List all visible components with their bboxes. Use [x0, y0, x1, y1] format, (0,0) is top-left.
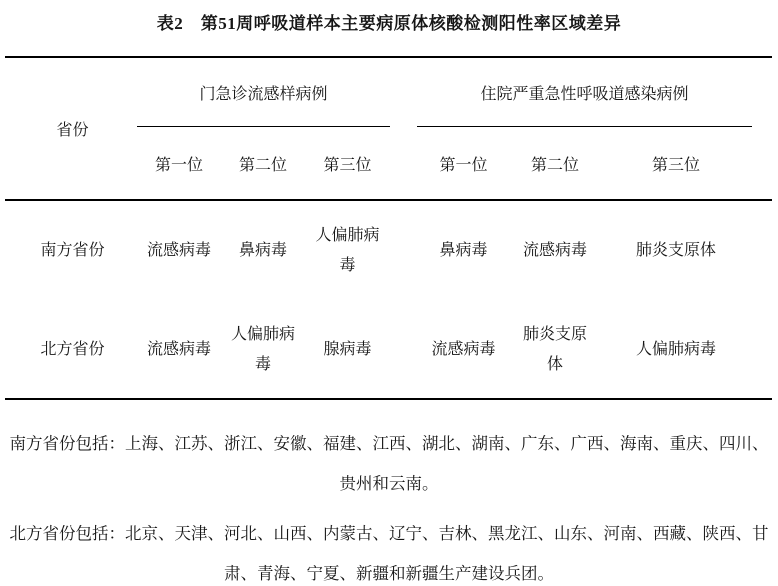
- column-group-inpatient: [417, 58, 752, 199]
- footnote-line: 贵州和云南。: [339, 474, 439, 493]
- table-cell: 人偏肺病毒: [230, 325, 295, 373]
- subheader-rank-1: 第一位: [154, 156, 203, 174]
- table-cell: 流感病毒: [146, 241, 211, 259]
- column-header-province: 省份: [56, 122, 89, 139]
- table-cell: 鼻病毒: [238, 241, 287, 259]
- table-cell: 人偏肺病毒: [315, 226, 380, 274]
- table-cell: 人偏肺病毒: [635, 340, 716, 358]
- table-cell: 腺病毒: [323, 340, 372, 358]
- subheader-rank-1: 第一位: [439, 156, 488, 174]
- footnote-northern-provinces: [6, 514, 772, 586]
- footnote-southern-provinces: [6, 424, 772, 504]
- table-title: 表2 第51周呼吸道样本主要病原体核酸检测阳性率区域差异: [156, 14, 622, 33]
- footnote-line: 北方省份包括：北京、天津、河北、山西、内蒙古、辽宁、吉林、黑龙江、山东、河南、西藏、陕西、甘: [9, 524, 769, 543]
- subheader-row-inpatient: [417, 127, 752, 199]
- footnote-line: 南方省份包括：上海、江苏、浙江、安徽、福建、江西、湖北、湖南、广东、广西、海南、重庆、四川、: [9, 434, 769, 453]
- subheader-row-outpatient: [137, 127, 390, 199]
- table-body: [0, 201, 778, 399]
- column-group-outpatient: [137, 58, 390, 199]
- subheader-rank-3: 第三位: [651, 156, 700, 174]
- table-cell: 肺炎支原体: [522, 325, 587, 373]
- group-header-hospitalized-sari: 住院严重急性呼吸道感染病例: [417, 58, 752, 127]
- table-cell: 鼻病毒: [439, 241, 488, 259]
- group-header-outpatient-ili: 门急诊流感样病例: [137, 58, 390, 127]
- table-cell: 流感病毒: [522, 241, 587, 259]
- subheader-rank-3: 第三位: [323, 156, 372, 174]
- table-cell: 流感病毒: [431, 340, 496, 358]
- subheader-rank-2: 第二位: [238, 156, 287, 174]
- table-cell: 肺炎支原体: [635, 241, 716, 259]
- table-cell: 流感病毒: [146, 340, 211, 358]
- footnote-line: 肃、青海、宁夏、新疆和新疆生产建设兵团。: [224, 564, 554, 583]
- subheader-rank-2: 第二位: [530, 156, 579, 174]
- row-header-north: 北方省份: [40, 340, 105, 358]
- row-header-south: 南方省份: [40, 241, 105, 259]
